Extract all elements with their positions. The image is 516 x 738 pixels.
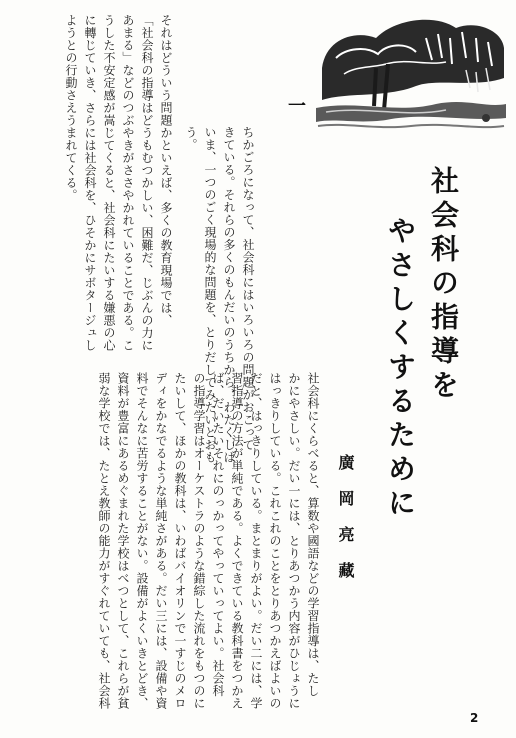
- intro-column: かにやさしい。だい一には、とりあつかう内容がひじょうに: [287, 372, 301, 710]
- body-column: いま、一つのごく現場的な問題を、とりだしてみたいとおも: [203, 126, 217, 464]
- page-number: 2: [470, 711, 479, 725]
- body-column: に轉じていき、さらには社会科を、ひそかにサボタージュし: [83, 14, 97, 352]
- body-column: きている。それらの多くのもんだいのうちから、わたくしは: [222, 126, 236, 464]
- body-column: う。: [184, 126, 198, 151]
- body-column: ようとの行動さえうまれてくる。: [64, 14, 78, 202]
- intro-column: 弱な学校では、たとえ教師の能力がすぐれていても、社会科: [97, 372, 111, 710]
- intro-column: はっきりしている。これこれのことをとりあつかえばよいの: [268, 372, 282, 710]
- title-line-1: 社会科の指導を: [427, 166, 460, 404]
- body-column: ちかごろになって、社会科にはいろいろの問題がおこって: [241, 126, 255, 451]
- intro-column: 習指導の方法が単純である。よくできている教科書をつかえ: [230, 372, 244, 710]
- section-number: 一: [285, 96, 306, 114]
- intro-column: 資料が豊富にあるめぐまれた学校はべつとして、これらが貧: [116, 372, 130, 710]
- intro-column: 料でそんなに苦労することがない。設備がよくいきとどき、: [135, 372, 149, 710]
- body-column: 「社会科の指導はどうもむつかしい、困難だ、じぶんの力に: [140, 14, 154, 352]
- body-column: うした不安定感が嵩じてくると、社会科にたいする嫌悪の心: [102, 14, 116, 352]
- body-column: それはどういう問題かといえば、多くの教育現場では、: [159, 14, 173, 327]
- intro-column: 社会科にくらべると、算数や國語などの学習指導は、たし: [306, 372, 320, 697]
- author-name: 廣岡亮藏: [336, 454, 355, 598]
- intro-column: ディをかなでるような単純さがある。だい三には、設備や資: [154, 372, 168, 710]
- title-line-2: やさしくするために: [384, 216, 417, 522]
- intro-column: ば、だいたいそれにのっかってやっていってよい。社会科: [211, 372, 225, 697]
- brush-landscape-illustration: [316, 8, 506, 136]
- body-column: あまる」などのつぶやきがささやかれていることである。こ: [121, 14, 135, 352]
- intro-column: たいして、ほかの教科は、いわばバイオリンで一すじのメロ: [173, 372, 187, 710]
- intro-column: の指導学習はオーケストラのような錯綜した流れをもつのに: [192, 372, 206, 710]
- intro-column: だと、はっきりしている。まとまりがよい。だい二には、学: [249, 372, 263, 710]
